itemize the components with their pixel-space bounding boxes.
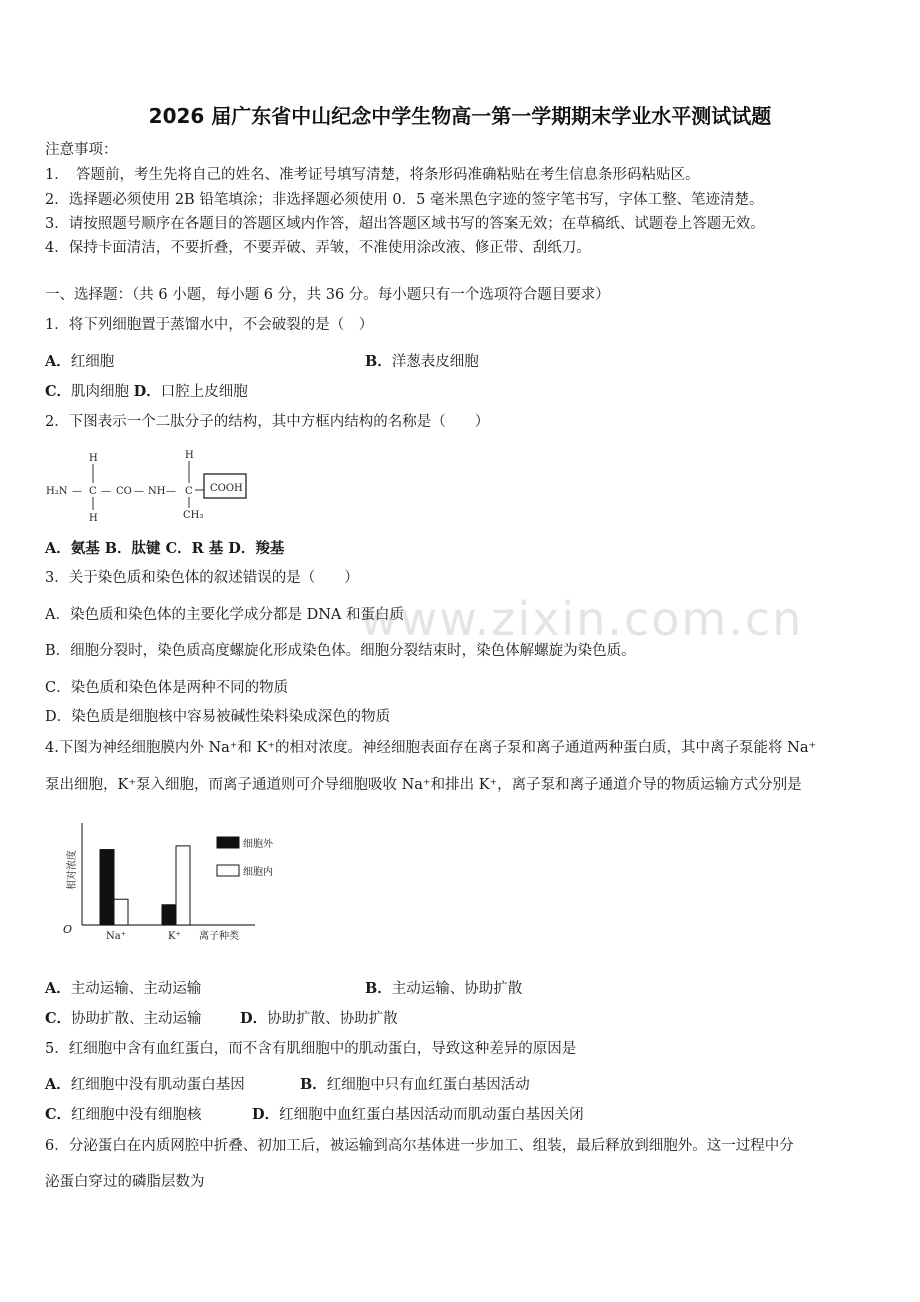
- ion-concentration-chart: [55, 815, 315, 955]
- q4-option-c-text: 协助扩散、主动运输: [71, 1011, 202, 1027]
- q4-option-a: [45, 977, 201, 998]
- q5-option-c: [45, 1103, 202, 1124]
- q4-option-a-text: 主动运输、主动运输: [70, 981, 202, 997]
- struct-dash-4: —: [166, 486, 176, 497]
- q1-option-b: [365, 350, 479, 371]
- q2-options-text: A．氨基 B．肽键 C．R 基 D．羧基: [45, 540, 285, 557]
- q1-option-b-text: 洋葱表皮细胞: [391, 354, 479, 370]
- q5-stem: 5．红细胞中含有血红蛋白，而不含有肌细胞中的肌动蛋白，导致这种差异的原因是: [45, 1041, 577, 1057]
- struct-nh: NH: [148, 486, 166, 497]
- q4-option-c: [45, 1007, 202, 1028]
- struct-h-top-2: H: [185, 450, 194, 461]
- category-label-k: K⁺: [168, 931, 181, 942]
- legend-label-inside: 细胞内: [243, 867, 273, 878]
- chart-legend: [217, 837, 274, 878]
- struct-dash-2: —: [101, 486, 111, 497]
- q6-stem-line-1: 6．分泌蛋白在内质网腔中折叠、初加工后，被运输到高尔基体进一步加工、组装，最后释放到细胞外。这一过程中分: [45, 1138, 794, 1154]
- notice-item-3: 3．请按照题号顺序在各题目的答题区域内作答，超出答题区域书写的答案无效；在草稿纸、试题卷上答题无效。: [45, 216, 765, 232]
- struct-h2n: H₂N: [46, 486, 68, 497]
- struct-dash-1: —: [72, 486, 82, 497]
- q4-option-b: [365, 977, 522, 998]
- q1-option-a-text: 红细胞: [70, 354, 115, 370]
- chart-ylabel: 相对浓度: [67, 850, 78, 890]
- q4-option-c-key: C．: [45, 1010, 72, 1027]
- struct-c-1: C: [89, 486, 97, 497]
- q4-option-d-text: 协助扩散、协助扩散: [267, 1011, 398, 1027]
- struct-ch3: CH₃: [183, 510, 204, 521]
- q4-option-a-key: A．: [45, 980, 71, 997]
- notice-item-4: 4．保持卡面清洁，不要折叠，不要弄破、弄皱，不准使用涂改液、修正带、刮纸刀。: [45, 240, 591, 256]
- struct-h-top-1: H: [89, 453, 98, 464]
- q5-option-b-text: 红细胞中只有血红蛋白基因活动: [326, 1077, 530, 1093]
- q5-option-c-key: C．: [45, 1106, 72, 1123]
- q4-option-d-key: D．: [240, 1010, 268, 1027]
- struct-h-bottom-1: H: [89, 513, 98, 524]
- q1-option-b-key: B．: [365, 353, 392, 370]
- q3-option-d: D．染色质是细胞核中容易被碱性染料染成深色的物质: [45, 709, 391, 725]
- struct-dash-3: —: [134, 486, 144, 497]
- q5-option-d: [252, 1103, 584, 1124]
- q3-option-b: B．细胞分裂时，染色质高度螺旋化形成染色体。细胞分裂结束时，染色体解螺旋为染色质。: [45, 643, 636, 659]
- bar-na-inside: [114, 899, 128, 925]
- struct-cooh: COOH: [210, 483, 243, 494]
- bar-k-outside: [162, 905, 176, 925]
- q5-option-a-key: A．: [45, 1076, 71, 1093]
- q4-stem-line-2: 泵出细胞，K⁺泵入细胞，而离子通道则可介导细胞吸收 Na⁺和排出 K⁺，离子泵和离子通道介导的物质运输方式分别是: [45, 777, 802, 793]
- dipeptide-structure: [40, 446, 260, 526]
- legend-swatch-inside: [217, 865, 239, 876]
- q5-option-d-key: D．: [252, 1106, 280, 1123]
- struct-co: CO: [116, 486, 132, 497]
- q5-option-d-text: 红细胞中血红蛋白基因活动而肌动蛋白基因关闭: [279, 1107, 584, 1123]
- chart-category-labels: [106, 931, 181, 942]
- q4-option-b-key: B．: [365, 980, 392, 997]
- legend-swatch-outside: [217, 837, 239, 848]
- chart-origin: O: [63, 923, 73, 936]
- notice-item-1: 1． 答题前，考生先将自己的姓名、准考证号填写清楚，将条形码准确粘贴在考生信息条形码粘贴区。: [45, 167, 700, 183]
- q1-option-a-key: A．: [45, 353, 71, 370]
- q1-option-cd: [45, 380, 248, 401]
- q1-option-d-text: 口腔上皮细胞: [160, 384, 248, 400]
- q1-option-c-key: C．: [45, 383, 72, 400]
- q2-stem: 2．下图表示一个二肽分子的结构，其中方框内结构的名称是（ ）: [45, 414, 490, 430]
- category-label-na: Na⁺: [106, 931, 126, 942]
- q3-stem: 3．关于染色质和染色体的叙述错误的是（ ）: [45, 570, 359, 586]
- chart-bars: [100, 846, 190, 925]
- legend-label-outside: 细胞外: [243, 839, 273, 850]
- watermark: www.zixin.com.cn: [360, 592, 804, 646]
- q5-option-c-text: 红细胞中没有细胞核: [71, 1107, 202, 1123]
- q5-option-a-text: 红细胞中没有肌动蛋白基因: [70, 1077, 245, 1093]
- q3-option-c: C．染色质和染色体是两种不同的物质: [45, 680, 289, 696]
- q5-option-b-key: B．: [300, 1076, 327, 1093]
- q1-option-a: [45, 350, 114, 371]
- section-heading: 一、选择题：（共 6 小题，每小题 6 分，共 36 分。每小题只有一个选项符合题目要求）: [45, 287, 610, 303]
- chart-xlabel: 离子种类: [199, 931, 239, 942]
- notice-heading: 注意事项：: [45, 142, 118, 158]
- q1-option-c-text: 肌肉细胞: [71, 384, 130, 400]
- q1-stem: 1．将下列细胞置于蒸馏水中，不会破裂的是（ ）: [45, 317, 374, 333]
- notice-item-2: 2．选择题必须使用 2B 铅笔填涂；非选择题必须使用 0．5 毫米黑色字迹的签字笔书写，字体工整、笔迹清楚。: [45, 192, 764, 208]
- q2-options: [45, 537, 284, 558]
- bar-na-outside: [100, 850, 114, 925]
- q5-option-b: [300, 1073, 530, 1094]
- q4-option-b-text: 主动运输、协助扩散: [391, 981, 523, 997]
- q6-stem-line-2: 泌蛋白穿过的磷脂层数为: [45, 1174, 205, 1190]
- page-title: 2026 届广东省中山纪念中学生物高一第一学期期末学业水平测试试题: [148, 104, 772, 128]
- bar-k-inside: [176, 846, 190, 925]
- q3-option-a: A．染色质和染色体的主要化学成分都是 DNA 和蛋白质: [45, 607, 404, 623]
- struct-c-2: C: [185, 486, 193, 497]
- q4-option-d: [240, 1007, 398, 1028]
- q4-stem-line-1: 4.下图为神经细胞膜内外 Na⁺和 K⁺的相对浓度。神经细胞表面存在离子泵和离子通道两种蛋白质，其中离子泵能将 Na⁺: [45, 740, 817, 756]
- q1-option-d-key: D．: [133, 383, 161, 400]
- q5-option-a: [45, 1073, 245, 1094]
